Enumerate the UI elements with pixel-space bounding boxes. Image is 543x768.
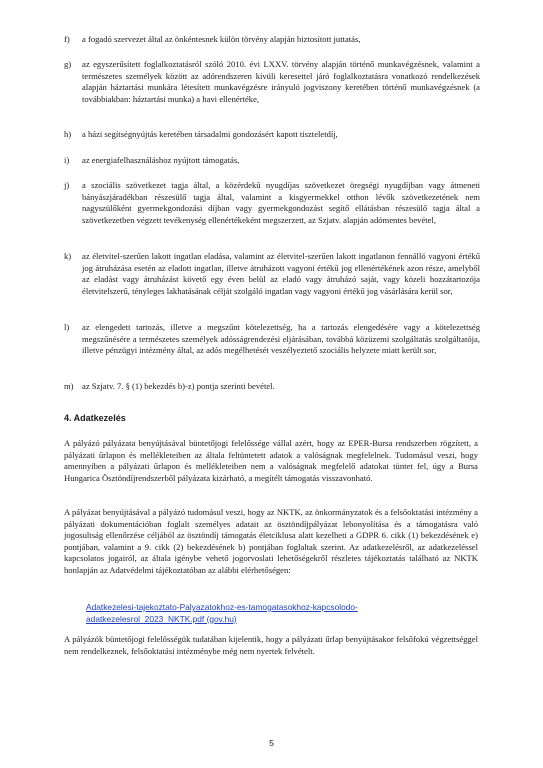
list-item-g bbox=[64, 59, 480, 105]
page-number: 5 bbox=[269, 738, 274, 748]
list-item-m bbox=[64, 381, 480, 393]
list-item-text: az energiafelhasználáshoz nyújtott támogatás, bbox=[82, 155, 240, 165]
paragraph-closing: A pályázók büntetőjogi felelősségük tudatában kijelentik, hogy a pályázati űrlap benyújtásakor felsőfokú végzettséggel nem rendelkeznek, felsőoktatási intézménybe még nem nyertek felvételt. bbox=[64, 634, 478, 656]
link-line-2[interactable]: adatkezelesrol_2023_NKTK.pdf (gov.hu) bbox=[86, 613, 237, 624]
list-item-i bbox=[64, 155, 480, 167]
list-item-label: m) bbox=[64, 381, 74, 391]
list-item-label: k) bbox=[64, 251, 72, 261]
list-item-label: g) bbox=[64, 59, 72, 69]
link-line-1[interactable]: Adatkezelesi-tajekoztato-Palyazatokhoz-es-tamogatasokhoz-kapcsolodo- bbox=[86, 602, 358, 612]
list-item-text: az Szjatv. 7. § (1) bekezdés b)-z) pontja szerinti bevétel. bbox=[82, 381, 275, 391]
paragraph-data-processing: A pályázat benyújtásával a pályázó tudomásul veszi, hogy az NKTK, az önkormányzatok és a felsőoktatási intézmény a pályázati dokumentációban foglalt személyes adatait az ösztöndíjpályázat lebonyolítása és a támogatásra való jogosultság ellenőrzése céljából az ösztöndíj támogatás életciklusa alatt kezelheti a GDPR 6. cikk (1) bekezdésének e) pontjában, valamint a 9. cikk (2) bekezdésének b) pontjában foglaltak szerint. Az adatkezelésről, az adatkezeléssel kapcsolatos jogairól, az általa igénybe vehető jogorvoslati lehetőségekről részletes tájékoztatás található az NKTK honlapján az Adatvédelmi tájékoztatóban az alábbi elérhetőségen: bbox=[64, 507, 478, 575]
privacy-notice-link[interactable] bbox=[86, 602, 446, 625]
list-item-label: j) bbox=[64, 180, 70, 190]
list-item-k bbox=[64, 251, 480, 297]
list-item-text: a fogadó szervezet által az önkéntesnek külön törvény alapján biztosított juttatás, bbox=[82, 34, 361, 44]
list-item-text: a házi segítségnyújtás keretében társadalmi gondozásért kapott tiszteletdíj, bbox=[82, 129, 338, 139]
list-item-text: az egyszerűsített foglalkoztatásról szóló 2010. évi LXXV. törvény alapján történő munkavégzésnek, valamint a természetes személyek között az adórendszeren kívüli keresettel járó foglalkoztatásra vonatkozó rendelkezések alapján háztartási munkára létesített munkavégzésre irányuló jogviszony keretében történő munkavégzésnek (a továbbiakban: háztartási munka) a havi ellenértéke, bbox=[82, 59, 480, 104]
list-item-label: l) bbox=[64, 322, 70, 332]
list-item-label: f) bbox=[64, 34, 70, 44]
list-item-text: a szociális szövetkezet tagja által, a közérdekű nyugdíjas szövetkezet öregségi nyugdíjban vagy átmeneti bányászjáradékban részesülő tagja által, valamint a kisgyermekkel otthon lévők szövetkezetének nem nagyszülőként gyermekgondozási díjban vagy gyermekgondozást segítő ellátásban részesülő tagja által a szövetkezetben végzett tevékenység ellenértékeként megszerzett, az Szjatv. alapján adómentes bevétel, bbox=[82, 180, 480, 225]
section-heading: 4. Adatkezelés bbox=[64, 413, 126, 423]
list-item-l bbox=[64, 322, 480, 357]
list-item-h bbox=[64, 129, 480, 141]
list-item-text: az elengedett tartozás, illetve a megszűnt kötelezettség, ha a tartozás elengedésére vagy a kötelezettség megszűnésére a természetes személyek adósságrendezési eljárásában, továbbá közüzemi szolgáltatás szolgáltatója, illetve pénzügyi intézmény által, az adós megélhetését veszélyeztető szociális helyzete miatt került sor, bbox=[82, 322, 480, 356]
list-item-label: i) bbox=[64, 155, 70, 165]
list-item-label: h) bbox=[64, 129, 72, 139]
list-item-text: az életvitel-szerűen lakott ingatlan eladása, valamint az életvitel-szerűen lakott ingatlanon fennálló vagyoni értékű jog átruházása esetén az eladott ingatlan, illetve átruházott vagyoni értékű jog ellenértékének azon része, amelyből az eladást vagy átruházást követő egy éven belül az eladó vagy átruházó saját, vagy közeli hozzátartozója életvitelszerű, tényleges lakhatásának célját szolgáló ingatlan vagy vagyoni értékű jog vásárlására kerül sor, bbox=[82, 251, 480, 296]
list-item-j bbox=[64, 180, 480, 226]
paragraph-declaration: A pályázó pályázata benyújtásával büntetőjogi felelőssége vállal azért, hogy az EPER-Bursa rendszerben rögzített, a pályázati űrlapon és mellékleteiben az általa feltüntetett adatok a valóságnak megfelelnek. Tudomásul veszi, hogy amennyiben a pályázati űrlapon és mellékleteiben nem a valóságnak megfelelő adatokat tüntet fel, úgy a Bursa Hungarica Ösztöndíjrendszerből pályázata kizárható, a megítélt támogatás visszavonható. bbox=[64, 438, 478, 483]
list-item-f bbox=[64, 34, 480, 46]
